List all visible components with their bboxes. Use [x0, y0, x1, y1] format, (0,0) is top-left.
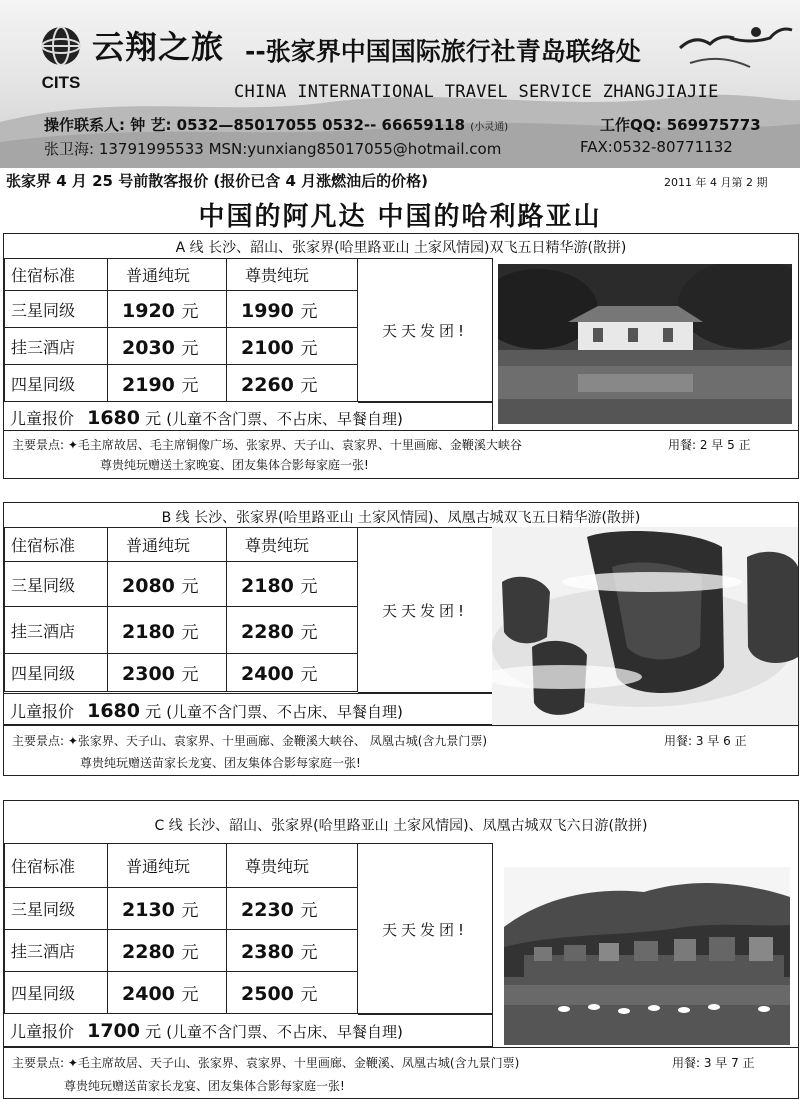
row-standard: 三星同级: [5, 888, 108, 930]
english-name: CHINA INTERNATIONAL TRAVEL SERVICE ZHANGJIAJIE: [234, 82, 719, 102]
daily-departure: 天天发团!: [358, 258, 493, 403]
row-standard: 四星同级: [5, 972, 108, 1014]
price-regular: 2180 元: [108, 607, 227, 654]
logo-text: CITS: [41, 73, 81, 92]
price-table: [4, 843, 358, 1014]
price-premium: 2230 元: [227, 888, 358, 930]
col-regular: 普通纯玩: [108, 528, 227, 562]
scenic-photo-ancient-town: [504, 867, 790, 1045]
col-standard: 住宿标准: [5, 259, 108, 291]
child-label: 儿童报价: [10, 409, 75, 428]
child-note: (儿童不含门票、不占床、早餐自理): [166, 703, 403, 721]
child-note: (儿童不含门票、不占床、早餐自理): [166, 410, 403, 428]
daily-departure: 天天发团!: [358, 527, 493, 693]
cits-logo: [30, 22, 92, 94]
child-label: 儿童报价: [10, 1022, 75, 1041]
contact-phones: 操作联系人: 钟 艺: 0532—85017055 0532-- 66659118: [44, 116, 466, 134]
sights-list: 主要景点: ✦毛主席故居、天子山、张家界、袁家界、十里画廊、金鞭溪、凤凰古城(含九景门票): [12, 1056, 520, 1070]
price-premium: 2100 元: [227, 328, 358, 365]
col-standard: 住宿标准: [5, 528, 108, 562]
scenic-photo-floating-mountains: [492, 527, 798, 727]
contact-qq: 工作QQ: 569975773: [600, 116, 761, 134]
price-premium: 2400 元: [227, 654, 358, 692]
price-premium: 2380 元: [227, 930, 358, 972]
contact-fax: FAX:0532-80771132: [580, 138, 733, 156]
brand-subtitle: --张家界中国国际旅行社青岛联络处: [245, 37, 641, 66]
meals-info: 用餐: 2 早 5 正: [668, 438, 751, 452]
meals-info: 用餐: 3 早 7 正: [672, 1056, 755, 1070]
row-standard: 三星同级: [5, 291, 108, 328]
header-banner: [0, 0, 800, 168]
child-row-frame: [3, 401, 493, 431]
child-note: (儿童不含门票、不占床、早餐自理): [166, 1023, 403, 1041]
price-regular: 1920 元: [108, 291, 227, 328]
price-regular: 2030 元: [108, 328, 227, 365]
sights-block: [4, 1047, 798, 1099]
issue-period: 2011 年 4 月第 2 期: [664, 176, 768, 189]
route-a-section: [3, 233, 799, 479]
contact-line-1: [44, 114, 761, 135]
price-regular: 2190 元: [108, 365, 227, 402]
premium-extra: 尊贵纯玩赠送土家晚宴、团友集体合影每家庭一张!: [100, 458, 369, 472]
price-regular: 2400 元: [108, 972, 227, 1014]
col-premium: 尊贵纯玩: [227, 259, 358, 291]
meals-info: 用餐: 3 早 6 正: [664, 734, 747, 748]
birds-decoration: [660, 8, 800, 78]
price-table: [4, 527, 358, 692]
headline: 中国的阿凡达 中国的哈利路亚山: [198, 202, 602, 232]
route-title: A 线 长沙、韶山、张家界(哈里路亚山 土家风情园)双飞五日精华游(散拼): [175, 240, 627, 256]
premium-extra: 尊贵纯玩赠送苗家长龙宴、团友集体合影每家庭一张!: [64, 1079, 345, 1093]
sights-block: [4, 725, 798, 776]
sights-block: [4, 430, 798, 479]
child-price-row: 儿童报价 1680 元 (儿童不含门票、不占床、早餐自理): [10, 700, 403, 722]
row-standard: 三星同级: [5, 562, 108, 607]
contact-line-2: [44, 138, 733, 159]
col-regular: 普通纯玩: [108, 259, 227, 291]
price-premium: 2260 元: [227, 365, 358, 402]
price-premium: 2500 元: [227, 972, 358, 1014]
row-standard: 挂三酒店: [5, 607, 108, 654]
daily-departure: 天天发团!: [358, 843, 493, 1015]
sights-list: 主要景点: ✦毛主席故居、毛主席铜像广场、张家界、天子山、袁家界、十里画廊、金鞭溪大峡谷: [12, 438, 522, 452]
sights-list: 主要景点: ✦张家界、天子山、袁家界、十里画廊、金鞭溪大峡谷、 凤凰古城(含九景门票): [12, 734, 488, 748]
child-label: 儿童报价: [10, 702, 75, 721]
col-standard: 住宿标准: [5, 844, 108, 888]
child-price: 1680: [87, 407, 140, 429]
contact-msn: 张卫海: 13791995533 MSN:yunxiang85017055@hotmail.com: [44, 140, 502, 158]
route-title: C 线 长沙、韶山、张家界(哈里路亚山 土家风情园)、凤凰古城双飞六日游(散拼): [154, 818, 648, 834]
price-premium: 1990 元: [227, 291, 358, 328]
child-price-row: 儿童报价 1700 元 (儿童不含门票、不占床、早餐自理): [10, 1020, 403, 1042]
row-standard: 四星同级: [5, 654, 108, 692]
price-premium: 2180 元: [227, 562, 358, 607]
col-premium: 尊贵纯玩: [227, 528, 358, 562]
col-regular: 普通纯玩: [108, 844, 227, 888]
route-title: B 线 长沙、张家界(哈里路亚山 土家风情园)、凤凰古城双飞五日精华游(散拼): [161, 510, 641, 526]
child-row-frame: [3, 693, 493, 725]
child-row-frame: [3, 1013, 493, 1047]
price-regular: 2280 元: [108, 930, 227, 972]
phone-type-note: (小灵通): [470, 122, 509, 133]
col-premium: 尊贵纯玩: [227, 844, 358, 888]
child-price: 1700: [87, 1020, 140, 1042]
row-standard: 四星同级: [5, 365, 108, 402]
scenic-photo-residence: [498, 264, 792, 424]
price-table: [4, 258, 358, 402]
route-c-section: [3, 800, 799, 1099]
price-regular: 2300 元: [108, 654, 227, 692]
child-price: 1680: [87, 700, 140, 722]
child-price-row: 儿童报价 1680 元 (儿童不含门票、不占床、早餐自理): [10, 407, 403, 429]
brand-name: 云翔之旅: [92, 28, 225, 66]
premium-extra: 尊贵纯玩赠送苗家长龙宴、团友集体合影每家庭一张!: [80, 756, 361, 770]
price-regular: 2130 元: [108, 888, 227, 930]
price-regular: 2080 元: [108, 562, 227, 607]
row-standard: 挂三酒店: [5, 328, 108, 365]
row-standard: 挂三酒店: [5, 930, 108, 972]
price-notice: 张家界 4 月 25 号前散客报价 (报价已含 4 月涨燃油后的价格): [6, 172, 429, 190]
price-premium: 2280 元: [227, 607, 358, 654]
route-b-section: [3, 502, 799, 776]
